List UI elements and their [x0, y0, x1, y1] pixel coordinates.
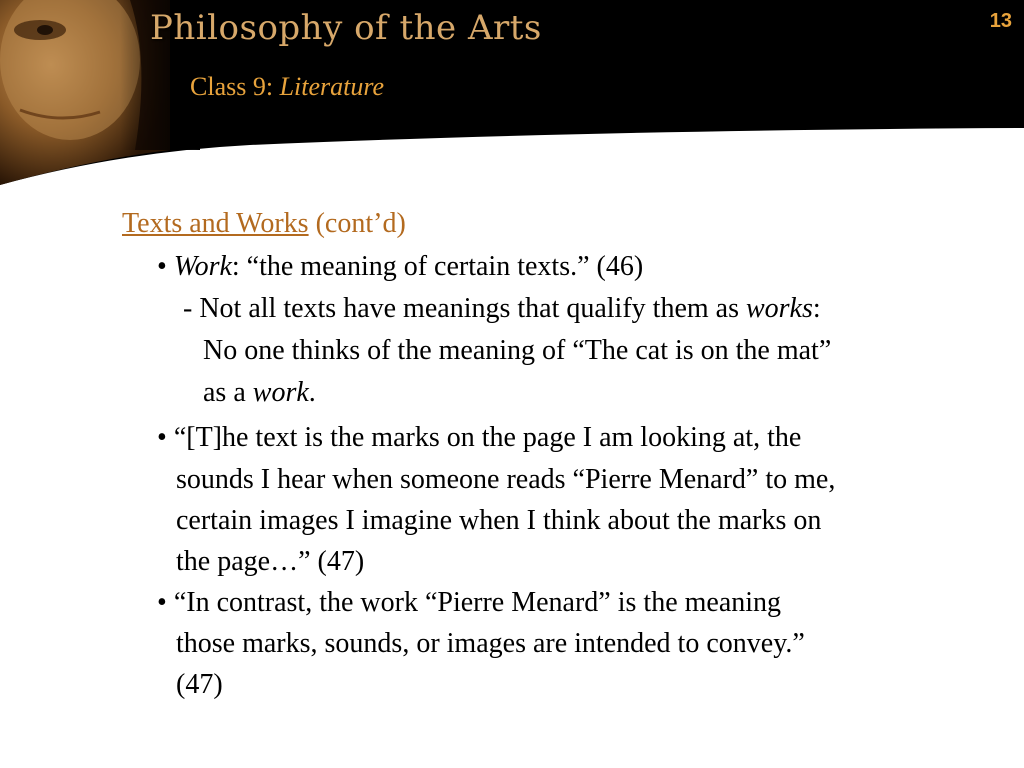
subtitle-topic: Literature	[279, 72, 385, 101]
section-heading	[122, 203, 406, 245]
sub-text: as a	[203, 377, 253, 408]
sub-emphasis: works	[745, 293, 813, 324]
subtitle-prefix: Class 9:	[190, 72, 280, 101]
heading-suffix: (cont’d)	[308, 208, 406, 239]
bullet-work-quote-line-2: those marks, sounds, or images are intended to convey.”	[176, 628, 805, 659]
bullet-text-quote-line-1	[157, 417, 801, 459]
sub-text: .	[308, 377, 316, 408]
bullet-text-quote-line-2: sounds I hear when someone reads “Pierre Menard” to me,	[176, 464, 836, 495]
bullet-marker: •	[157, 587, 167, 618]
sub-point-line-1	[183, 288, 821, 330]
sub-text: Not all texts have meanings that qualify them as	[199, 293, 746, 324]
heading-link[interactable]: Texts and Works	[122, 208, 309, 239]
bullet-work-quote-line-1	[157, 582, 781, 624]
sub-point-line-2: No one thinks of the meaning of “The cat is on the mat”	[203, 335, 832, 366]
class-subtitle	[190, 72, 384, 102]
bullet-work-definition	[157, 246, 643, 288]
bullet-text: : “the meaning of certain texts.” (46)	[231, 251, 644, 282]
bullet-text: “[T]he text is the marks on the page I am looking at, the	[173, 422, 802, 453]
slide-number: 13	[989, 10, 1012, 32]
bullet-text: “In contrast, the work “Pierre Menard” is the meaning	[173, 587, 782, 618]
bullet-work-quote-line-3: (47)	[176, 669, 223, 700]
bullet-marker: •	[157, 422, 167, 453]
sub-text: :	[812, 293, 821, 324]
sub-emphasis: work	[252, 377, 309, 408]
bullet-term: Work	[173, 251, 232, 282]
sub-marker: -	[183, 293, 193, 324]
presentation-title: Philosophy of the Arts	[150, 8, 542, 48]
bullet-text-quote-line-3: certain images I imagine when I think about the marks on	[176, 505, 822, 536]
bullet-text-quote-line-4: the page…” (47)	[176, 546, 365, 577]
bullet-marker: •	[157, 251, 167, 282]
sub-point-line-3	[203, 372, 316, 414]
